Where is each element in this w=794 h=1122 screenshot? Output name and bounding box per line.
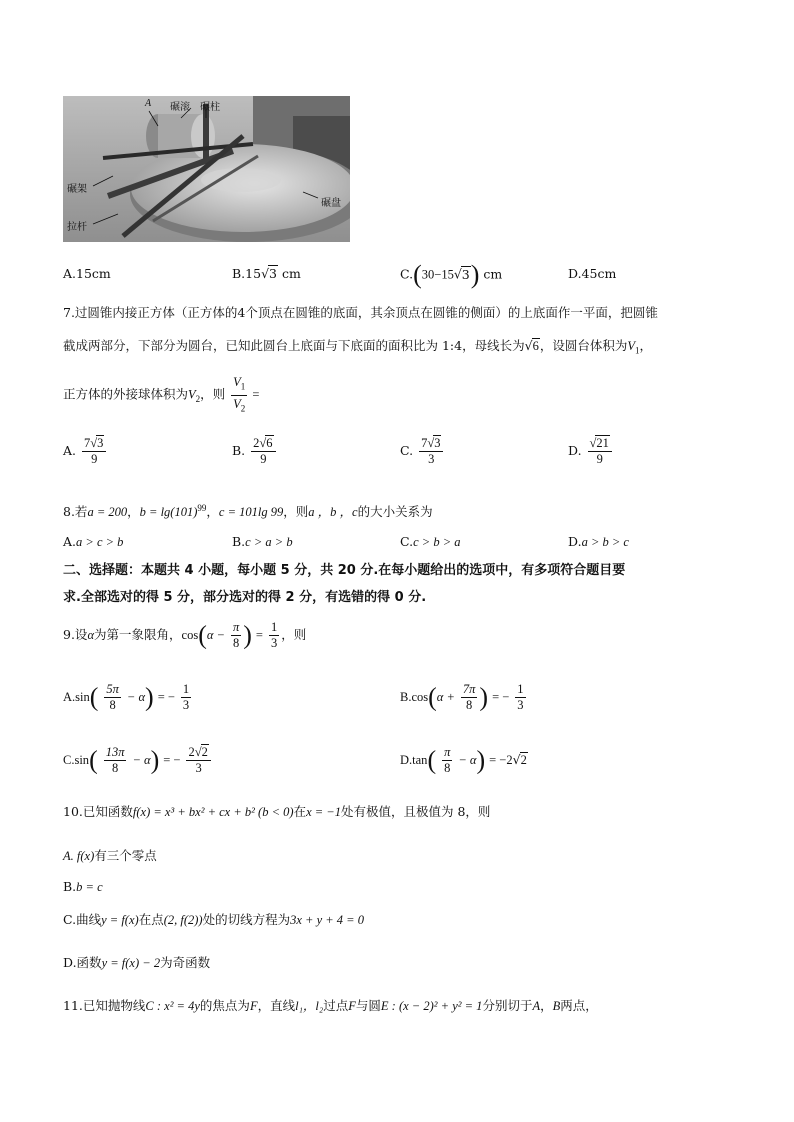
q7-line3: 正方体的外接球体积为$V_2$，则 $\frac{V_1}{V_2}$ = (63, 374, 259, 416)
section2-heading-line2: 求.全部选对的得 5 分，部分选对的得 2 分，有选错的得 0 分. (63, 590, 427, 605)
q6-option-c: C.(30−15√3) cm (400, 260, 503, 289)
q7-ratio-fraction: $\frac{V_1}{V_2}$ (233, 375, 246, 413)
q10-option-d: D.函数y = f(x) − 2为奇函数 (63, 955, 211, 970)
q7-line1: 7.过圆锥内接正方体（正方体的4个顶点在圆锥的底面，其余顶点在圆锥的侧面）的上底面作一平面，把圆锥 (63, 305, 658, 320)
q7-option-a: A. $\frac{7√3}{9}$ (63, 436, 108, 467)
stone-mill-photo (63, 96, 350, 242)
q6-option-a: A.15cm (63, 266, 111, 281)
q10-option-b: B.b = c (63, 879, 103, 894)
label-rod: 拉杆 (67, 222, 87, 233)
q7-option-b: B. $\frac{2√6}{9}$ (232, 436, 278, 467)
q9-option-d: D.tan( $\frac{\pi}{8}$ − α) = −2√2 (400, 745, 527, 775)
q9-option-b: B.cos(α + $\frac{7\pi}{8}$ ) = − $\frac{1}{3}$ (400, 682, 524, 712)
q9-option-a: A.sin( $\frac{5\pi}{8}$ − α) = − $\frac{1}{3}$ (63, 682, 190, 712)
q10-option-c: C.曲线y = f(x)在点(2, f(2))处的切线方程为3x + y + 4 = 0 (63, 912, 364, 927)
q8-stem: 8.若a = 200，$b = \lg(101)^{99}$，c = 101lg 99，则a ，b ，c的大小关系为 (63, 502, 433, 519)
q7-option-d: D. $\frac{√21}{9}$ (568, 436, 614, 467)
section2-heading-line1: 二、选择题：本题共 4 小题，每小题 5 分，共 20 分.在每小题给出的选项中，有多项符合题目要 (63, 563, 626, 578)
label-frame: 碾架 (67, 184, 87, 195)
q6-option-d: D.45cm (568, 266, 617, 281)
q10-stem: 10.已知函数f(x) = x³ + bx² + cx + b² (b < 0)在x = −1处有极值，且极值为 8，则 (63, 804, 491, 819)
q7-line2: 截成两部分，下部分为圆台，已知此圆台上底面与下底面的面积比为 1:4，母线长为√6，设圆台体积为$V_1$， (63, 338, 652, 356)
label-plate: 碾盘 (321, 198, 341, 209)
q11-stem: 11.已知抛物线C : x² = 4y的焦点为F，直线l₁，l₂过点F与圆E : (x − 2)² + y² = 1分别切于A，B两点， (63, 998, 598, 1013)
label-roller: 碾滚 (170, 102, 190, 113)
label-a: A (145, 98, 152, 109)
stone-mill-illustration (63, 96, 350, 242)
q8-option-b: B.c > a > b (232, 534, 293, 549)
label-column: 碾柱 (200, 102, 220, 113)
q9-stem: 9.设α为第一象限角，cos(α − $\frac{\pi}{8}$ ) = $\frac{1}{3}$ ，则 (63, 620, 307, 650)
q8-option-a: A.a > c > b (63, 534, 124, 549)
q8-option-c: C.c > b > a (400, 534, 461, 549)
q9-option-c: C.sin( $\frac{13\pi}{8}$ − α) = − $\frac{2√2}{3}$ (63, 745, 213, 776)
q10-option-a: A. f(x)有三个零点 (63, 848, 157, 863)
q6-option-b: B.15√3 cm (232, 266, 301, 281)
q8-option-d: D.a > b > c (568, 534, 629, 549)
q7-option-c: C. $\frac{7√3}{3}$ (400, 436, 445, 467)
